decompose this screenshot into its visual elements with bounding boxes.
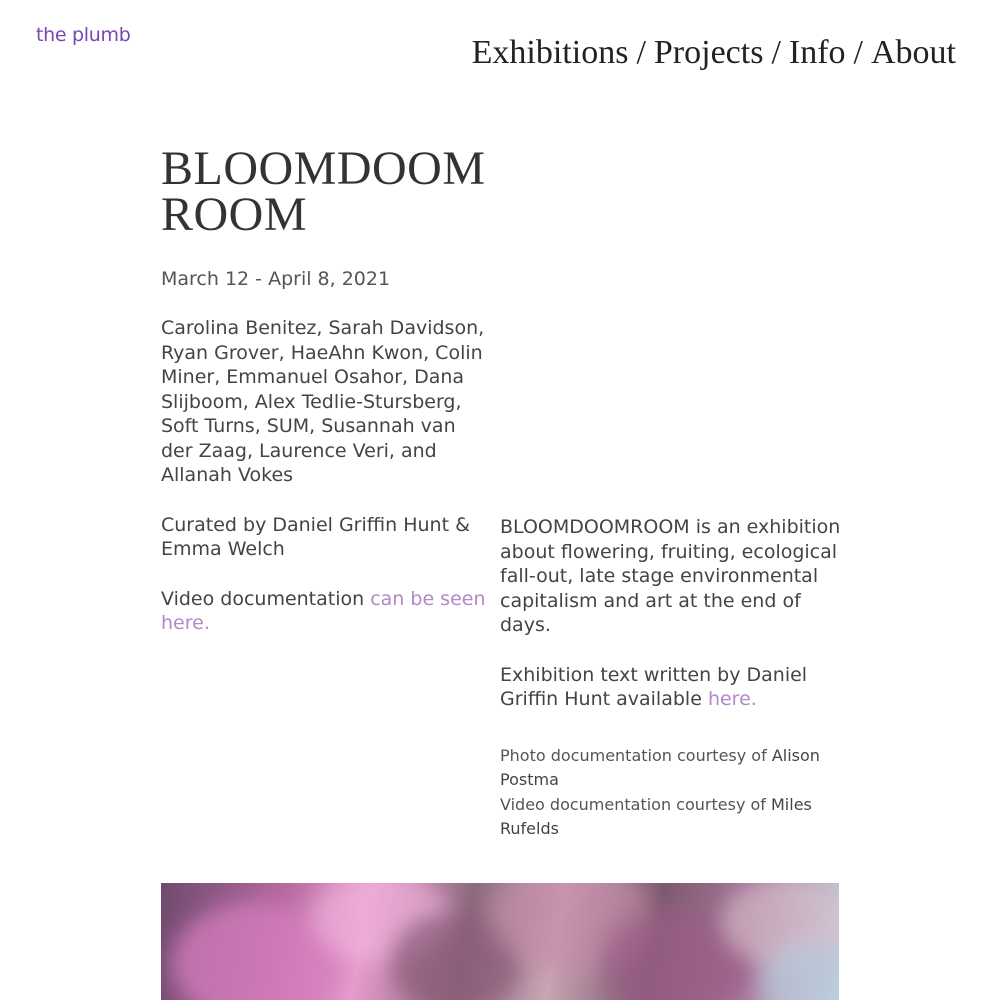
- exhibition-text-link[interactable]: here.: [707, 688, 757, 710]
- nav-item-info[interactable]: Info: [788, 34, 846, 71]
- nav-separator: /: [636, 34, 646, 71]
- nav-separator: /: [771, 34, 781, 71]
- exhibition-text-prefix: Exhibition text written by Daniel Griffin Hunt available: [500, 663, 808, 710]
- exhibition-description-column: [500, 515, 845, 842]
- video-documentation-link[interactable]: can be seen here.: [161, 587, 486, 634]
- exhibition-title-line2: ROOM: [161, 188, 308, 241]
- exhibition-photo: [161, 883, 839, 1000]
- video-documentation-text: Video documentation: [161, 587, 371, 610]
- photo-credit: [500, 744, 845, 793]
- main-nav: [472, 34, 956, 72]
- exhibition-text-credit: [500, 663, 845, 712]
- exhibition-description: BLOOMDOOMROOM is an exhibition about flowering, fruiting, ecological fall-out, late stage environmental capitalism and art at the end of days.: [500, 516, 841, 636]
- exhibition-dates: March 12 - April 8, 2021: [161, 268, 391, 290]
- photo-credit-label: Photo documentation courtesy of: [500, 745, 772, 765]
- nav-item-about[interactable]: About: [871, 34, 956, 71]
- site-logo-link[interactable]: the plumb: [36, 24, 131, 46]
- video-credit-name: Miles Rufelds: [500, 794, 812, 838]
- exhibition-title-line1: BLOOMDOOM: [161, 142, 486, 195]
- documentation-credits: [500, 744, 845, 842]
- nav-item-projects[interactable]: Projects: [653, 34, 764, 71]
- exhibition-info-column: [161, 142, 491, 636]
- photo-credit-name: Alison Postma: [500, 745, 820, 789]
- curator-credit: Curated by Daniel Griffin Hunt & Emma Welch: [161, 513, 470, 560]
- exhibition-title: [161, 142, 491, 241]
- artist-list: Carolina Benitez, Sarah Davidson, Ryan Grover, HaeAhn Kwon, Colin Miner, Emmanuel Osahor, Dana Slijboom, Alex Tedlie-Stursberg, Soft Turns, SUM, Susannah van der Zaag, Laurence Veri, and Allanah Vokes: [161, 317, 485, 486]
- video-documentation: [161, 587, 491, 636]
- nav-item-exhibitions[interactable]: Exhibitions: [471, 34, 629, 71]
- video-credit: [500, 793, 845, 842]
- nav-separator: /: [853, 34, 863, 71]
- video-credit-label: Video documentation courtesy of: [500, 794, 771, 814]
